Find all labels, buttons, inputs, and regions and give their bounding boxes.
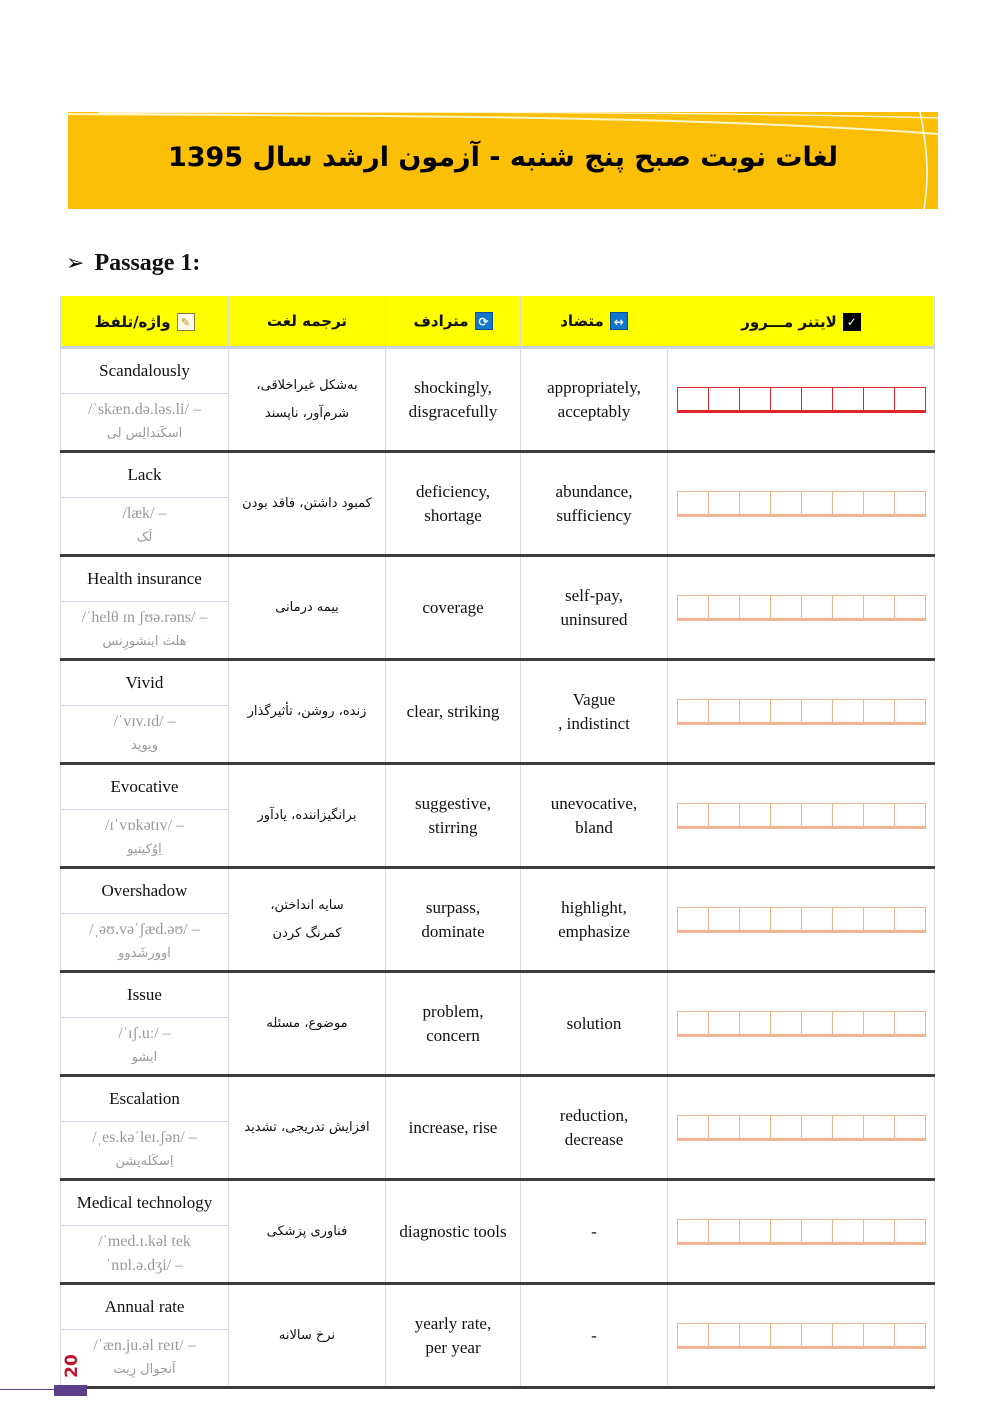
antonym-line: sufficiency: [556, 505, 632, 525]
pronunciation: [61, 706, 228, 762]
leitner-checkbox[interactable]: [677, 1115, 708, 1141]
antonym-cell: [521, 972, 668, 1076]
leitner-checkbox[interactable]: [832, 491, 863, 517]
antonym-line: uninsured: [560, 609, 628, 629]
synonym-cell: [386, 1076, 521, 1180]
antonym-line: , indistinct: [558, 713, 630, 733]
antonym-line: -: [591, 1221, 597, 1241]
word-cell: [61, 764, 229, 868]
leitner-boxes: [677, 387, 926, 413]
table-row: [61, 868, 935, 972]
leitner-boxes: [677, 907, 926, 933]
synonym-cell: [386, 972, 521, 1076]
leitner-checkbox[interactable]: [677, 491, 708, 517]
leitner-checkbox[interactable]: [739, 1323, 770, 1349]
ipa: /læk/ –: [122, 505, 167, 522]
word-cell: [61, 348, 229, 452]
ipa: /ˈhelθ ɪn ʃʊə.rəns/ –: [81, 609, 208, 626]
antonym-line: unevocative,: [550, 793, 638, 813]
leitner-checkbox[interactable]: [739, 595, 770, 621]
leitner-checkbox[interactable]: [677, 699, 708, 725]
table-row: [61, 660, 935, 764]
leitner-checkbox[interactable]: [739, 907, 770, 933]
leitner-checkbox[interactable]: [770, 699, 801, 725]
leitner-checkbox[interactable]: [832, 1011, 863, 1037]
synonym-line: shockingly,: [414, 377, 492, 397]
passage-title: Passage 1:: [94, 250, 201, 276]
leitner-checkbox[interactable]: [863, 907, 894, 933]
translation-line: سایه انداختن،: [270, 897, 344, 913]
leitner-checkbox[interactable]: [863, 1115, 894, 1141]
leitner-checkbox[interactable]: [770, 595, 801, 621]
word: Scandalously: [61, 349, 228, 394]
leitner-checkbox[interactable]: [770, 1219, 801, 1245]
leitner-checkbox[interactable]: [739, 1219, 770, 1245]
translation-cell: [229, 452, 386, 556]
leitner-checkbox[interactable]: [739, 699, 770, 725]
ipa: /ˈɪʃ.uː/ –: [118, 1025, 171, 1042]
leitner-checkbox[interactable]: [770, 387, 801, 413]
header-label: متضاد: [560, 312, 604, 330]
leitner-checkbox[interactable]: [770, 491, 801, 517]
pronunciation: [61, 394, 228, 450]
leitner-checkbox[interactable]: [677, 1011, 708, 1037]
antonym-line: bland: [575, 817, 613, 837]
leitner-checkbox[interactable]: [863, 595, 894, 621]
leitner-checkbox[interactable]: [677, 387, 708, 413]
translation-line: شرم‌آور، ناپسند: [264, 405, 350, 421]
word: Annual rate: [61, 1285, 228, 1330]
leitner-checkbox[interactable]: [801, 491, 832, 517]
translation-line: افزایش تدریجی، تشدید: [244, 1119, 370, 1135]
antonym-cell: [521, 1076, 668, 1180]
synonym-line: clear, striking: [406, 701, 500, 721]
leitner-checkbox[interactable]: [832, 595, 863, 621]
persian-pronunciation: اِسکَله‌یشن: [115, 1154, 174, 1169]
leitner-checkbox[interactable]: [801, 699, 832, 725]
persian-pronunciation: ایشو: [131, 1050, 158, 1065]
header-label: مترادف: [413, 312, 469, 330]
synonym-line: suggestive,: [414, 793, 492, 813]
synonym-cell: [386, 452, 521, 556]
leitner-checkbox[interactable]: [708, 387, 739, 413]
leitner-boxes: [677, 491, 926, 517]
leitner-cell: [668, 1180, 935, 1284]
leitner-checkbox[interactable]: [832, 1323, 863, 1349]
translation-line: فناوری پزشکی: [266, 1223, 348, 1239]
word: Overshadow: [61, 869, 228, 914]
page-title: لغات نوبت صبح پنج شنبه - آزمون ارشد سال 1395: [167, 142, 839, 173]
leitner-checkbox[interactable]: [832, 803, 863, 829]
leitner-checkbox[interactable]: [677, 1219, 708, 1245]
synonym-cell: [386, 1284, 521, 1388]
antonym-cell: [521, 1284, 668, 1388]
leitner-checkbox[interactable]: [708, 1011, 739, 1037]
synonym-line: deficiency,: [416, 481, 490, 501]
pronunciation: [61, 1018, 228, 1074]
leitner-boxes: [677, 803, 926, 829]
translation-cell: [229, 868, 386, 972]
word-cell: [61, 452, 229, 556]
translation-line: نرخ سالانه: [278, 1327, 336, 1343]
leitner-checkbox[interactable]: [863, 491, 894, 517]
word-cell: [61, 1076, 229, 1180]
leitner-checkbox[interactable]: [739, 1115, 770, 1141]
word: Medical technology: [61, 1181, 228, 1226]
ipa: /ˈæn.ju.əl reɪt/ –: [93, 1337, 196, 1354]
leitner-checkbox[interactable]: [770, 803, 801, 829]
ipa: /ˌəʊ.vəˈʃæd.əʊ/ –: [89, 921, 200, 938]
refresh-icon: ⟳: [475, 312, 493, 330]
antonym-cell: [521, 452, 668, 556]
synonym-line: dominate: [421, 921, 485, 941]
leitner-checkbox[interactable]: [708, 491, 739, 517]
leitner-checkbox[interactable]: [801, 803, 832, 829]
page-number: 20: [62, 1354, 82, 1378]
leitner-checkbox[interactable]: [677, 803, 708, 829]
translation-cell: [229, 556, 386, 660]
leitner-checkbox[interactable]: [739, 803, 770, 829]
synonym-cell: [386, 556, 521, 660]
persian-pronunciation: هلث اینشورِنس: [102, 634, 187, 649]
antonym-line: abundance,: [555, 481, 633, 501]
leitner-checkbox[interactable]: [708, 595, 739, 621]
ipa: /ˈmed.ɪ.kəl tekˈnɒl.ə.dʒi/ –: [98, 1233, 191, 1274]
leitner-checkbox[interactable]: [801, 1323, 832, 1349]
leitner-boxes: [677, 1011, 926, 1037]
leitner-checkbox[interactable]: [863, 699, 894, 725]
leitner-checkbox[interactable]: [832, 387, 863, 413]
pronunciation: [61, 1226, 228, 1282]
synonym-line: per year: [425, 1337, 481, 1357]
antonym-cell: [521, 348, 668, 452]
antonym-cell: [521, 1180, 668, 1284]
leitner-checkbox[interactable]: [801, 1115, 832, 1141]
table-row: [61, 972, 935, 1076]
synonym-line: diagnostic tools: [399, 1221, 507, 1241]
synonym-line: problem,: [422, 1001, 484, 1021]
leitner-checkbox[interactable]: [770, 1323, 801, 1349]
leitner-checkbox[interactable]: [894, 387, 926, 413]
persian-pronunciation: اسکَندالِس لی: [106, 426, 183, 441]
leitner-cell: [668, 764, 935, 868]
translation-line: کمبود داشتن، فاقد بودن: [242, 495, 372, 511]
header-label: لایتنر مـــرور: [741, 312, 837, 331]
footer-accent-bar: [54, 1385, 87, 1396]
leitner-checkbox[interactable]: [708, 803, 739, 829]
leitner-checkbox[interactable]: [801, 1011, 832, 1037]
word-cell: [61, 1180, 229, 1284]
translation-cell: [229, 348, 386, 452]
translation-line: زنده، روشن، تأثیرگذار: [247, 703, 367, 719]
leitner-checkbox[interactable]: [894, 1011, 926, 1037]
leitner-checkbox[interactable]: [894, 595, 926, 621]
antonym-cell: [521, 556, 668, 660]
leitner-cell: [668, 1284, 935, 1388]
table-row: [61, 1180, 935, 1284]
leitner-cell: [668, 660, 935, 764]
synonym-line: disgracefully: [408, 401, 498, 421]
leitner-checkbox[interactable]: [894, 803, 926, 829]
translation-line: کمرنگ کردن: [272, 925, 342, 941]
leitner-checkbox[interactable]: [832, 907, 863, 933]
antonym-line: solution: [566, 1013, 622, 1033]
leitner-checkbox[interactable]: [708, 699, 739, 725]
persian-pronunciation: ویوید: [130, 738, 159, 753]
table-row: [61, 1284, 935, 1388]
leitner-checkbox[interactable]: [677, 595, 708, 621]
leitner-cell: [668, 556, 935, 660]
leitner-cell: [668, 972, 935, 1076]
synonym-line: stirring: [428, 817, 478, 837]
header-leitner: [668, 296, 935, 348]
persian-pronunciation: اَنجوال رِیت: [113, 1362, 176, 1377]
table-row: [61, 1076, 935, 1180]
synonym-line: coverage: [422, 597, 484, 617]
leitner-cell: [668, 868, 935, 972]
synonym-line: concern: [426, 1025, 480, 1045]
leitner-checkbox[interactable]: [863, 803, 894, 829]
synonym-cell: [386, 348, 521, 452]
table-row: [61, 348, 935, 452]
antonym-line: Vague: [572, 689, 616, 709]
translation-cell: [229, 972, 386, 1076]
leitner-boxes: [677, 1219, 926, 1245]
antonym-line: appropriately,: [547, 377, 641, 397]
ipa: /ˈvɪv.ɪd/ –: [113, 713, 176, 730]
leitner-checkbox[interactable]: [677, 1323, 708, 1349]
leitner-checkbox[interactable]: [863, 1011, 894, 1037]
persian-pronunciation: اوورشَدوو: [118, 946, 171, 961]
leitner-checkbox[interactable]: [863, 1323, 894, 1349]
pronunciation: [61, 602, 228, 658]
note-icon: ✎: [177, 313, 195, 331]
synonym-cell: [386, 764, 521, 868]
leitner-checkbox[interactable]: [894, 1323, 926, 1349]
table-row: [61, 556, 935, 660]
leitner-checkbox[interactable]: [770, 907, 801, 933]
pronunciation: [61, 498, 228, 554]
arrowhead-icon: ➢: [66, 250, 85, 276]
leitner-checkbox[interactable]: [801, 907, 832, 933]
header-synonym: [386, 296, 521, 348]
leitner-boxes: [677, 1115, 926, 1141]
translation-cell: [229, 1076, 386, 1180]
title-banner: [68, 112, 938, 209]
pronunciation: [61, 810, 228, 866]
leitner-boxes: [677, 595, 926, 621]
antonym-cell: [521, 868, 668, 972]
leitner-cell: [668, 1076, 935, 1180]
word-cell: [61, 972, 229, 1076]
antonym-cell: [521, 764, 668, 868]
header-antonym: [521, 296, 668, 348]
header-word: [61, 296, 229, 348]
word-cell: [61, 556, 229, 660]
header-label: واژه/تلفظ: [94, 312, 171, 331]
word: Health insurance: [61, 557, 228, 602]
leitner-checkbox[interactable]: [801, 1219, 832, 1245]
leitner-checkbox[interactable]: [832, 1219, 863, 1245]
leitner-checkbox[interactable]: [894, 491, 926, 517]
leitner-checkbox[interactable]: [801, 387, 832, 413]
antonym-line: self-pay,: [565, 585, 623, 605]
leitner-boxes: [677, 699, 926, 725]
word: Lack: [61, 453, 228, 498]
leitner-checkbox[interactable]: [708, 907, 739, 933]
leitner-checkbox[interactable]: [801, 595, 832, 621]
pronunciation: [61, 914, 228, 970]
leitner-checkbox[interactable]: [708, 1219, 739, 1245]
double-arrow-icon: ↔: [610, 312, 628, 330]
antonym-line: reduction,: [559, 1105, 629, 1125]
leitner-checkbox[interactable]: [832, 699, 863, 725]
ipa: /ˌes.kəˈleɪ.ʃən/ –: [92, 1129, 197, 1146]
word: Issue: [61, 973, 228, 1018]
synonym-cell: [386, 868, 521, 972]
leitner-checkbox[interactable]: [770, 1115, 801, 1141]
leitner-checkbox[interactable]: [832, 1115, 863, 1141]
vocabulary-table: [60, 296, 935, 1389]
antonym-line: -: [591, 1325, 597, 1345]
leitner-checkbox[interactable]: [770, 1011, 801, 1037]
leitner-checkbox[interactable]: [894, 907, 926, 933]
leitner-checkbox[interactable]: [894, 699, 926, 725]
pronunciation: [61, 1122, 228, 1178]
footer-rule: [0, 1389, 54, 1390]
leitner-boxes: [677, 1323, 926, 1349]
checkbox-icon: ✓: [843, 313, 861, 331]
leitner-cell: [668, 452, 935, 556]
persian-pronunciation: اِوُکیتیو: [127, 842, 162, 857]
translation-cell: [229, 660, 386, 764]
pronunciation: [61, 1330, 228, 1386]
synonym-cell: [386, 1180, 521, 1284]
translation-cell: [229, 1180, 386, 1284]
synonym-line: surpass,: [425, 897, 481, 917]
word-cell: [61, 660, 229, 764]
leitner-checkbox[interactable]: [708, 1115, 739, 1141]
leitner-checkbox[interactable]: [677, 907, 708, 933]
word: Escalation: [61, 1077, 228, 1122]
synonym-line: shortage: [424, 505, 482, 525]
leitner-checkbox[interactable]: [739, 387, 770, 413]
antonym-line: decrease: [564, 1129, 624, 1149]
translation-line: به‌شکل غیراخلاقی،: [256, 377, 358, 393]
antonym-line: acceptably: [557, 401, 631, 421]
leitner-checkbox[interactable]: [739, 491, 770, 517]
persian-pronunciation: لَک: [136, 530, 153, 545]
leitner-checkbox[interactable]: [708, 1323, 739, 1349]
translation-line: برانگیزاننده، یادآور: [257, 807, 357, 823]
antonym-line: emphasize: [558, 921, 630, 941]
ipa: /ɪˈvɒkətɪv/ –: [104, 817, 185, 834]
passage-heading: [66, 250, 200, 277]
word: Vivid: [61, 661, 228, 706]
translation-cell: [229, 1284, 386, 1388]
translation-line: موضوع، مسئله: [266, 1015, 348, 1031]
table-header-row: [61, 296, 935, 348]
leitner-checkbox[interactable]: [863, 387, 894, 413]
synonym-line: yearly rate,: [414, 1313, 492, 1333]
word-cell: [61, 868, 229, 972]
synonym-line: increase, rise: [408, 1117, 498, 1137]
header-translation: [229, 296, 386, 348]
synonym-cell: [386, 660, 521, 764]
table-row: [61, 764, 935, 868]
antonym-cell: [521, 660, 668, 764]
word: Evocative: [61, 765, 228, 810]
leitner-cell: [668, 348, 935, 452]
header-label: ترجمه لغت: [266, 312, 348, 330]
leitner-checkbox[interactable]: [739, 1011, 770, 1037]
ipa: /ˈskæn.də.ləs.li/ –: [88, 401, 201, 418]
translation-cell: [229, 764, 386, 868]
leitner-checkbox[interactable]: [894, 1115, 926, 1141]
leitner-checkbox[interactable]: [894, 1219, 926, 1245]
antonym-line: highlight,: [561, 897, 627, 917]
table-row: [61, 452, 935, 556]
translation-line: بیمه درمانی: [275, 599, 339, 615]
leitner-checkbox[interactable]: [863, 1219, 894, 1245]
